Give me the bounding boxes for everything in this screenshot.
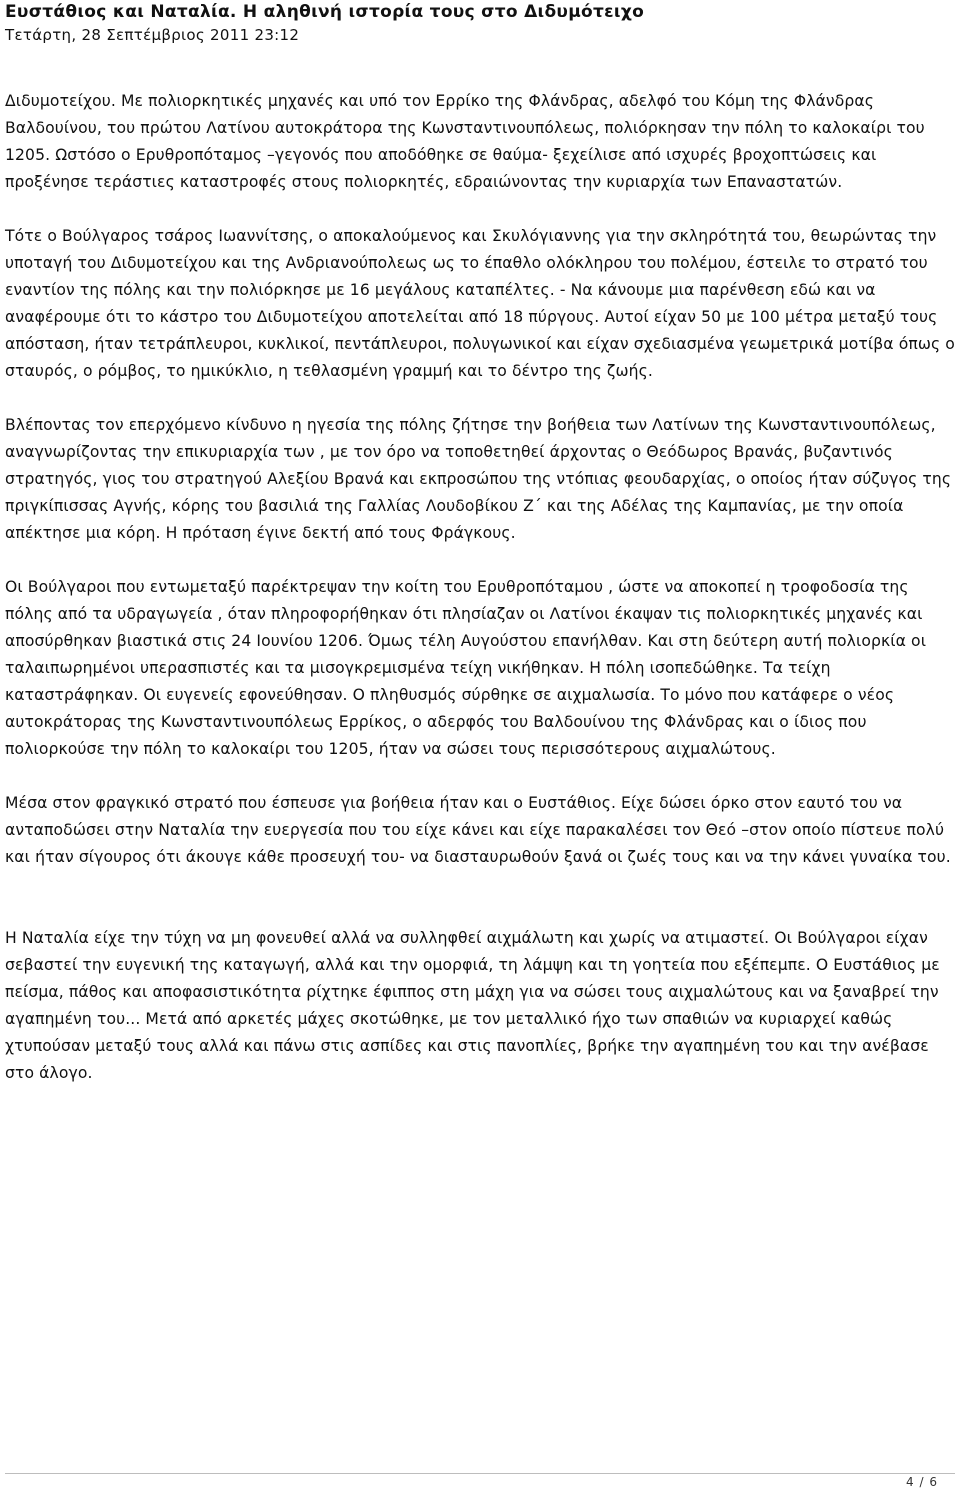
document-date: Τετάρτη, 28 Σεπτέμβριος 2011 23:12 [5, 26, 300, 44]
paragraph: Τότε ο Βούλγαρος τσάρος Ιωαννίτσης, ο αποκαλούμενος και Σκυλόγιαννης για την σκληρότητά του, θεωρώντας την υποταγή του Διδυμοτείχου και της Ανδριανούπολεως ως το έπαθλο ολόκληρου του πολέμου, έστειλε το στρατό του εναντίον της πόλης και την πολιόρκησε με 16 μεγάλους καταπέλτες. - Να κάνουμε μια παρένθεση εδώ και να αναφέρουμε ότι το κάστρο του Διδυμοτείχου αποτελείται από 18 πύργους. Αυτοί είχαν 50 με 100 μέτρα μεταξύ τους απόσταση, ήταν τετράπλευροι, κυκλικοί, πεντάπλευροι, πολυγωνικοί και είχαν σχεδιασμένα γεωμετρικά μοτίβα όπως ο σταυρός, ο ρόμβος, το ημικύκλιο, η τεθλασμένη γραμμή και το δέντρο της ζωής. [5, 227, 955, 380]
paragraph: Οι Βούλγαροι που εντωμεταξύ παρέκτρεψαν την κοίτη του Ερυθροπόταμου , ώστε να αποκοπεί η τροφοδοσία της πόλης από τα υδραγωγεία , όταν πληροφορήθηκαν ότι πλησίαζαν οι Λατίνοι έκαψαν τις πολιορκητικές μηχανές και αποσύρθηκαν βιαστικά στις 24 Ιουνίου 1206. Όμως τέλη Αυγούστου επανήλθαν. Και στη δεύτερη αυτή πολιορκία οι ταλαιπωρημένοι υπερασπιστές και τα μισογκρεμισμένα τείχη νικήθηκαν. Η πόλη ισοπεδώθηκε. Τα τείχη καταστράφηκαν. Οι ευγενείς εφονεύθησαν. Ο πληθυσμός σύρθηκε σε αιχμαλωσία. Το μόνο που κατάφερε ο νέος αυτοκράτορας της Κωνσταντινουπόλεως Ερρίκος, ο αδερφός του Βαλδουίνου της Φλάνδρας και ο ίδιος που πολιορκούσε την πόλη το καλοκαίρι του 1205, ήταν να σώσει τους περισσότερους αιχμαλώτους. [5, 578, 927, 758]
article-body [5, 88, 957, 1114]
paragraph: Μέσα στον φραγκικό στρατό που έσπευσε για βοήθεια ήταν και ο Ευστάθιος. Είχε δώσει όρκο στον εαυτό του να ανταποδώσει στην Ναταλία την ευεργεσία που του είχε κάνει και είχε παρακαλέσει τον Θεό –στον οποίο πίστευε πολύ και ήταν σίγουρος ότι άκουγε κάθε προσευχή του- να διασταυρωθούν ξανά οι ζωές τους και να την κάνει γυναίκα του. [5, 794, 951, 866]
footer-divider [5, 1473, 955, 1474]
document-header [5, 0, 955, 45]
page-number: 4 / 6 [906, 1475, 938, 1489]
paragraph: Διδυμοτείχου. Με πολιορκητικές μηχανές και υπό τον Ερρίκο της Φλάνδρας, αδελφό του Κόμη της Φλάνδρας Βαλδουίνου, του πρώτου Λατίνου αυτοκράτορα της Κωνσταντινουπόλεως, πολιόρκησαν την πόλη το καλοκαίρι του 1205. Ωστόσο ο Ερυθροπόταμος –γεγονός που αποδόθηκε σε θαύμα- ξεχείλισε από ισχυρές βροχοπτώσεις και προξένησε τεράστιες καταστροφές στους πολιορκητές, εδραιώνοντας την κυριαρχία των Επαναστατών. [5, 92, 925, 191]
paragraph: Η Ναταλία είχε την τύχη να μη φονευθεί αλλά να συλληφθεί αιχμάλωτη και χωρίς να ατιμαστεί. Οι Βούλγαροι είχαν σεβαστεί την ευγενική της καταγωγή, αλλά και την ομορφιά, τη λάμψη και τη γοητεία που εξέπεμπε. Ο Ευστάθιος με πείσμα, πάθος και αποφασιστικότητα ρίχτηκε έφιππος στη μάχη για να σώσει τους αιχμαλώτους και να ξαναβρεί την αγαπημένη του... Μετά από αρκετές μάχες σκοτώθηκε, με τον μεταλλικό ήχο των σπαθιών να κυριαρχεί καθώς χτυπούσαν μεταξύ τους αλλά και πάνω στις ασπίδες και στις πανοπλίες, βρήκε την αγαπημένη του και την ανέβασε στο άλογο. [5, 929, 940, 1082]
paragraph: Βλέποντας τον επερχόμενο κίνδυνο η ηγεσία της πόλης ζήτησε την βοήθεια των Λατίνων της Κωνσταντινουπόλεως, αναγνωρίζοντας την επικυριαρχία των , με τον όρο να τοποθετηθεί άρχοντας ο Θεόδωρος Βρανάς, βυζαντινός στρατηγός, γιος του στρατηγού Αλεξίου Βρανά και εκπροσώπου της ντόπιας φεουδαρχίας, ο οποίος ήταν σύζυγος της πριγκίπισσας Αγνής, κόρης του βασιλιά της Γαλλίας Λουδοβίκου Ζ΄ και της Αδέλας της Καμπανίας, με την οποία απέκτησε μια κόρη. Η πρόταση έγινε δεκτή από τους Φράγκους. [5, 416, 952, 542]
document-title: Ευστάθιος και Ναταλία. Η αληθινή ιστορία τους στο Διδυμότειχο [5, 2, 645, 22]
